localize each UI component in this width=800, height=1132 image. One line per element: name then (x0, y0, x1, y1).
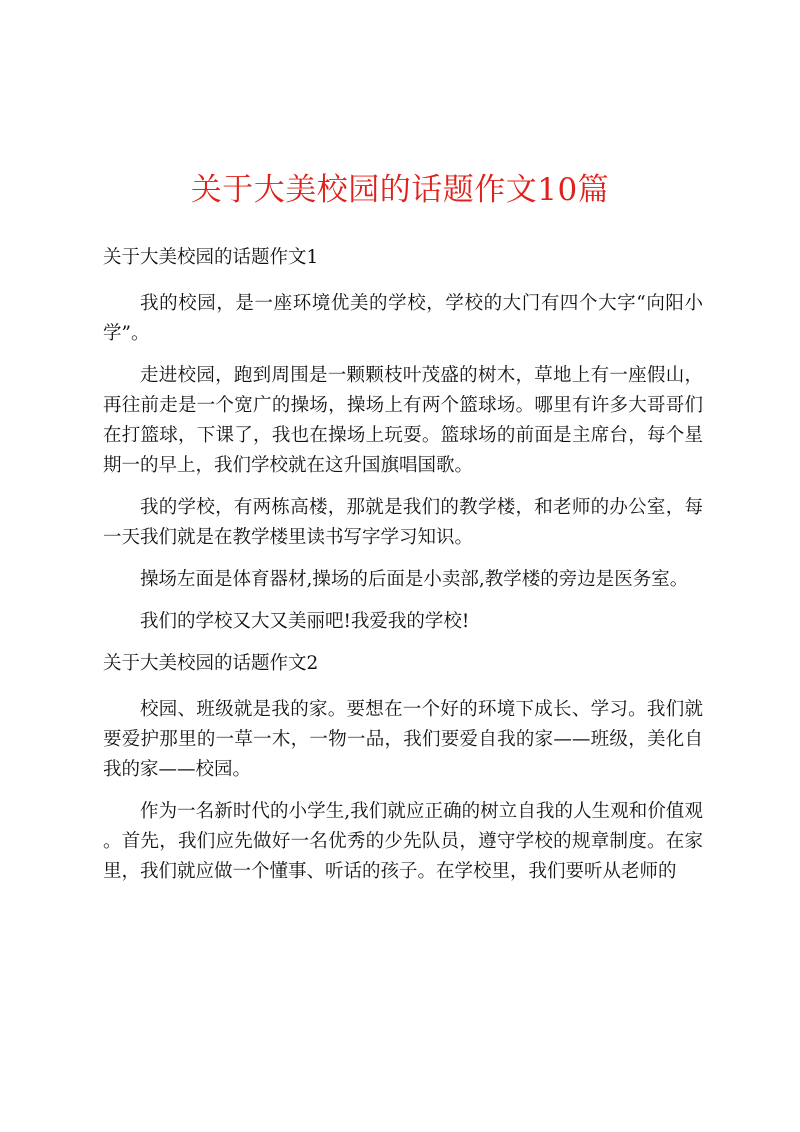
essay-1-paragraph-1: 我的校园，是一座环境优美的学校，学校的大门有四个大字“向阳小学”。 (103, 293, 703, 344)
essay-heading-1: 关于大美校园的话题作文1 (103, 247, 319, 268)
essay-2-paragraph-1: 校园、班级就是我的家。要想在一个好的环境下成长、学习。我们就要爱护那里的一草一木，一物一品，我们要爱自我的家——班级，美化自我的家——校园。 (103, 699, 703, 780)
essay-2-paragraph-2: 作为一名新时代的小学生,我们就应正确的树立自我的人生观和价值观。首先，我们应先做好一名优秀的少先队员，遵守学校的规章制度。在家里，我们就应做一个懂事、听话的孩子。在学校里，我们要听从老师的 (103, 801, 703, 882)
document-body (103, 243, 703, 899)
essay-section-1 (103, 243, 703, 637)
essay-1-paragraph-2: 走进校园，跑到周围是一颗颗枝叶茂盛的树木，草地上有一座假山，再往前走是一个宽广的操场，操场上有两个篮球场。哪里有许多大哥哥们在打篮球，下课了，我也在操场上玩耍。篮球场的前面是主席台，每个星期一的早上，我们学校就在这升国旗唱国歌。 (103, 365, 703, 476)
essay-section-2 (103, 649, 703, 887)
essay-heading-2: 关于大美校园的话题作文2 (103, 653, 319, 674)
essay-1-paragraph-5: 我们的学校又大又美丽吧!我爱我的学校! (140, 611, 470, 632)
document-title: 关于大美校园的话题作文10篇 (190, 172, 610, 208)
essay-1-paragraph-3: 我的学校，有两栋高楼，那就是我们的教学楼，和老师的办公室，每一天我们就是在教学楼里读书写字学习知识。 (103, 497, 703, 548)
essay-1-paragraph-4: 操场左面是体育器材,操场的后面是小卖部,教学楼的旁边是医务室。 (140, 569, 689, 590)
